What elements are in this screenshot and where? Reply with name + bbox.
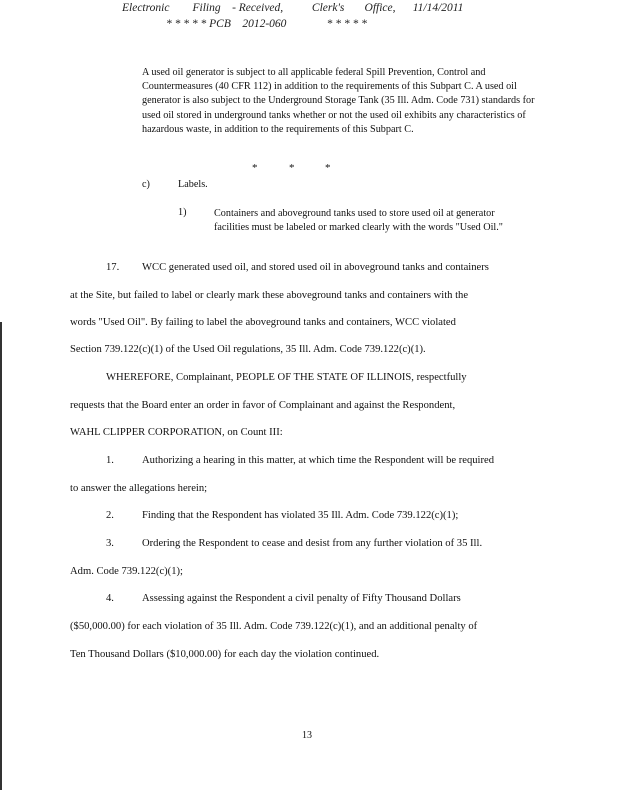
para-17-line: words "Used Oil". By failing to label the aboveground tanks and containers, WCC violated bbox=[70, 317, 456, 328]
filing-stamp-line1: Electronic Filing - Received, Clerk's Office, 11/14/2011 bbox=[122, 2, 464, 14]
wherefore-line: requests that the Board enter an order in favor of Complainant and against the Respondent, bbox=[70, 400, 456, 411]
sub-item-text: Containers and aboveground tanks used to store used oil at generator facilities must be labeled or marked clearly with the words "Used Oil." bbox=[214, 208, 503, 234]
para-17-line: Section 739.122(c)(1) of the Used Oil regulations, 35 Ill. Adm. Code 739.122(c)(1). bbox=[70, 344, 426, 355]
separator-star: * bbox=[325, 162, 331, 174]
relief-item-line: Ten Thousand Dollars ($10,000.00) for each day the violation continued. bbox=[70, 649, 380, 660]
relief-item-line: Assessing against the Respondent a civil penalty of Fifty Thousand Dollars bbox=[142, 593, 461, 604]
relief-item-line: Finding that the Respondent has violated 35 Ill. Adm. Code 739.122(c)(1); bbox=[142, 510, 459, 521]
relief-item-number: 3. bbox=[106, 538, 114, 549]
relief-item-line: to answer the allegations herein; bbox=[70, 483, 208, 494]
relief-item-number: 4. bbox=[106, 593, 114, 604]
labels-item-title: Labels. bbox=[178, 179, 208, 190]
wherefore-line: WHEREFORE, Complainant, PEOPLE OF THE STATE OF ILLINOIS, respectfully bbox=[106, 372, 467, 383]
filing-stamp-line2: * * * * * PCB 2012-060 * * * * * bbox=[166, 18, 367, 30]
para-17-line: at the Site, but failed to label or clearly mark these aboveground tanks and containers with the bbox=[70, 290, 469, 301]
relief-item-line: Ordering the Respondent to cease and desist from any further violation of 35 Ill. bbox=[142, 538, 483, 549]
separator-star: * bbox=[289, 162, 295, 174]
labels-item-marker: c) bbox=[142, 179, 150, 190]
relief-item-line: ($50,000.00) for each violation of 35 Ill. Adm. Code 739.122(c)(1), and an additional penalty of bbox=[70, 621, 478, 632]
para-17-number: 17. bbox=[106, 262, 120, 273]
quoted-regulation-paragraph: A used oil generator is subject to all applicable federal Spill Prevention, Control and Countermeasures (40 CFR 112) in addition to the requirements of this Subpart C. A used oil generator is also subject to the Underground Storage Tank (35 Ill. Adm. Code 731) standards for used oil stored in underground tanks whether or not the used oil exhibits any characteristics of hazardous waste, in addition to the requirements of this Subpart C. bbox=[142, 67, 535, 135]
scan-edge-line bbox=[0, 322, 2, 790]
wherefore-line: WAHL CLIPPER CORPORATION, on Count III: bbox=[70, 427, 283, 438]
relief-item-line: Authorizing a hearing in this matter, at which time the Respondent will be required bbox=[142, 455, 495, 466]
relief-item-line: Adm. Code 739.122(c)(1); bbox=[70, 566, 183, 577]
page-number: 13 bbox=[302, 730, 312, 741]
sub-item-marker: 1) bbox=[178, 207, 187, 218]
separator-star: * bbox=[252, 162, 258, 174]
relief-item-number: 2. bbox=[106, 510, 114, 521]
para-17-line: WCC generated used oil, and stored used oil in aboveground tanks and containers bbox=[142, 262, 489, 273]
relief-item-number: 1. bbox=[106, 455, 114, 466]
